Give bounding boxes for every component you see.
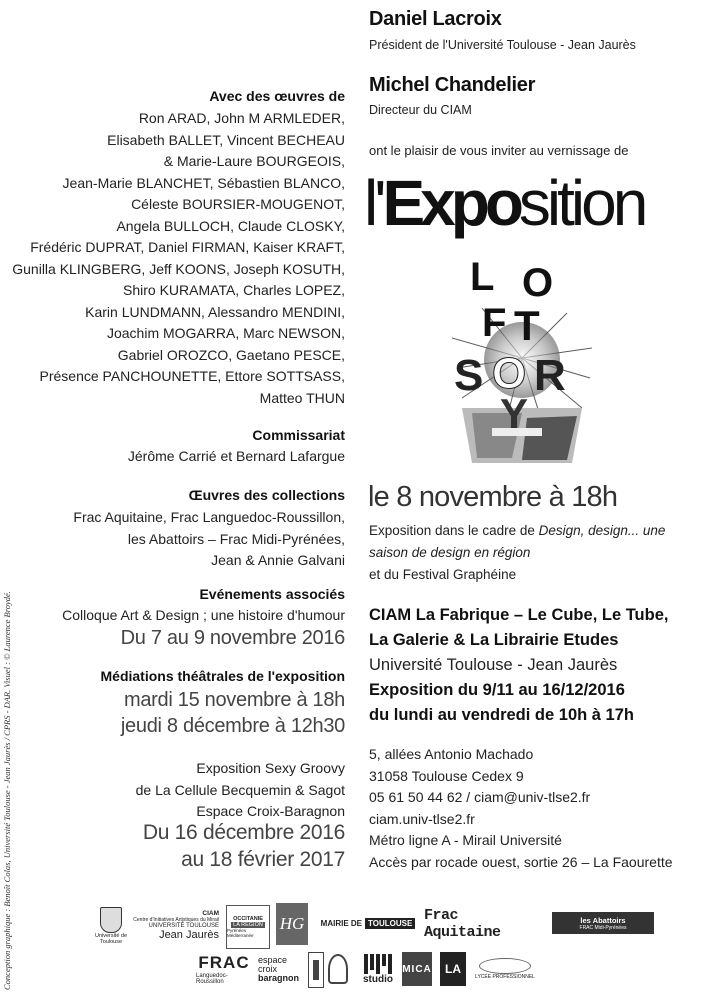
occitanie-logo [226,905,270,949]
artist-line: Céleste BOURSIER-MOUGENOT, [131,196,345,212]
artwork-letter-y: Y [500,390,529,437]
mairie-toulouse-logo [316,912,420,934]
address-line: 5, allées Antonio Machado [369,746,534,762]
frac-lr-sub: Languedoc-Roussillon [196,973,228,985]
address-line: Métro ligne A - Mirail Université [369,832,562,848]
host-name-1: Daniel Lacroix [369,8,502,30]
artist-line: Karin LUNDMANN, Alessandro MENDINI, [85,303,345,320]
abattoirs-sub: FRAC Midi-Pyrénées [579,924,627,931]
sexy-groovy-text [136,758,345,823]
artwork-letter-f: F [482,301,507,345]
collection-line: Frac Aquitaine, Frac Languedoc-Roussillon, [73,509,345,525]
artist-line: Elisabeth BALLET, Vincent BECHEAU [107,131,345,148]
artist-line: Présence PANCHOUNETTE, Ettore SOTTSASS, [39,368,345,384]
host-name-2: Michel Chandelier [369,74,536,96]
mediation-date-2: jeudi 8 décembre à 12h30 [120,715,345,737]
exposition-expo: Expo [382,167,519,239]
address-line: ciam.univ-tlse2.fr [369,810,475,827]
context-text [369,520,665,586]
exposition-prefix: l' [364,167,383,239]
artwork-letter-s: S [454,351,484,400]
mediations-heading: Médiations théâtrales de l'exposition [100,668,345,684]
occitanie-sub: Pyrénées Méditerranée [227,928,254,938]
artist-line: Gunilla KLINGBERG, Jeff KOONS, Joseph KOSUTH, [12,260,345,277]
artist-line: Joachim MOGARRA, Marc NEWSON, [106,325,345,341]
context-line3: et du Festival Graphéine [369,567,517,582]
collection-line: les Abattoirs – Frac Midi-Pyrénées, [127,530,345,547]
loft-story-artwork [452,248,592,468]
address-block [369,744,673,873]
collections-heading: Œuvres des collections [188,487,345,503]
commissariat-heading: Commissariat [252,427,345,443]
frac-aquitaine-logo: Frac Aquitaine [424,907,501,941]
studio-logo [358,950,398,988]
sexy-groovy-line: de La Cellule Becquemin & Sagot [135,781,345,798]
partner-a-icon [313,960,319,980]
partner-logo-b [328,952,348,986]
credits-vertical: Conception graphique : Benoît Colas, Université Toulouse - Jean Jaurès / CPRS - DAR. Visuel : © Laurence Broydé. [2,591,12,990]
frac-lr-label: FRAC [198,953,250,972]
frac-lr-logo [196,952,252,986]
venue-line5: du lundi au vendredi de 10h à 17h [369,706,634,724]
host-title-2: Directeur du CIAM [369,103,472,117]
artwork-letter-r: R [534,351,566,400]
croix-label: croix [258,963,278,974]
context-prefix: Exposition dans le cadre de [369,523,539,538]
artist-line: & Marie-Laure BOURGEOIS, [163,153,345,169]
ciam-university: UNIVERSITÉ TOULOUSE [148,922,219,929]
address-line: 05 61 50 44 62 / ciam@univ-tlse2.fr [369,789,591,805]
occitanie-region: LA RÉGION [233,922,263,928]
artist-line: Jean-Marie BLANCHET, Sébastien BLANCO, [62,174,345,191]
artist-line: Gabriel OROZCO, Gaetano PESCE, [117,346,345,363]
venue-line3: Université Toulouse - Jean Jaurès [369,656,618,674]
hg-logo: HG [276,903,308,945]
address-line: Accès par rocade ouest, sortie 26 – La Faourette [369,853,673,870]
partner-logo-a [308,952,324,988]
mairie-label: MAIRIE DE [320,918,363,928]
occitanie-label: OCCITANIE [233,916,263,922]
la-logo: LA [440,952,466,986]
espace-croix-baragnon-logo [258,950,302,988]
sexy-groovy-date-2: au 18 février 2017 [181,848,345,871]
toulouse-label: TOULOUSE [365,918,415,929]
artwork-letter-l: L [470,255,495,299]
events-text: Colloque Art & Design ; une histoire d'humour [62,607,345,623]
studio-label: studio [363,973,393,985]
ciam-name: CIAM [202,909,219,917]
events-heading: Evénements associés [199,586,345,602]
lycee-label: LYCÉE PROFESSIONNEL [475,974,535,980]
artwork-letter-o1: O [522,261,554,305]
artist-line: Frédéric DUPRAT, Daniel FIRMAN, Kaiser KRAFT, [30,239,345,255]
espace-label: espace [258,954,288,965]
abattoirs-label: les Abattoirs [580,915,626,925]
mediation-date-1: mardi 15 novembre à 18h [123,689,345,711]
sexy-groovy-date-1: Du 16 décembre 2016 [142,821,345,844]
venue-line2: La Galerie & La Librairie Etudes [369,631,619,649]
artwork-letter-o2: O [492,349,527,398]
sexy-groovy-line: Espace Croix-Baragnon [196,803,345,819]
baragnon-label: baragnon [258,972,300,983]
exposition-rest: sition [518,167,645,239]
venue-line1: CIAM La Fabrique – Le Cube, Le Tube, [369,606,669,624]
context-italic-2: saison de design en région [369,545,531,560]
events-date: Du 7 au 9 novembre 2016 [120,627,345,649]
artist-line: Shiro KURAMATA, Charles LOPEZ, [123,282,345,298]
abattoirs-logo [552,912,654,934]
ut-logo [94,905,128,947]
studio-bars-icon [364,954,392,974]
collections-list [73,507,345,572]
artwork-letter-t: T [514,302,540,349]
artists-list [12,108,345,409]
ciam-logo [133,905,219,945]
commissariat-text: Jérôme Carrié et Bernard Lafargue [127,448,345,464]
main-date: le 8 novembre à 18h [368,481,618,513]
ciam-jj: Jean Jaurès [159,928,219,941]
lycee-emblem-icon [479,958,531,974]
context-italic-1: Design, design... une [538,523,666,538]
partner-b-icon [328,954,348,984]
artist-line: Matteo THUN [259,389,345,406]
venue-line4: Exposition du 9/11 au 16/12/2016 [369,681,625,699]
collection-line: Jean & Annie Galvani [211,552,345,568]
exposition-title [364,163,644,243]
artist-line: Angela BULLOCH, Claude CLOSKY, [116,217,345,234]
ut-crest-icon [100,907,122,933]
ut-label: Université de Toulouse [94,933,128,945]
address-line: 31058 Toulouse Cedex 9 [369,767,524,784]
artists-heading: Avec des œuvres de [209,88,345,104]
host-title-1: Président de l'Université Toulouse - Jean Jaurès [369,38,636,52]
venue-block [369,603,668,728]
sexy-groovy-line: Exposition Sexy Groovy [196,760,345,776]
lycee-logo [474,954,536,984]
invite-text: ont le plaisir de vous inviter au vernissage de [369,143,629,158]
artist-line: Ron ARAD, John M ARMLEDER, [138,110,345,126]
ciam-subtitle: Centre d'Initiatives Artistiques du Mirail [133,916,219,923]
mica-logo: MICA [402,952,432,986]
